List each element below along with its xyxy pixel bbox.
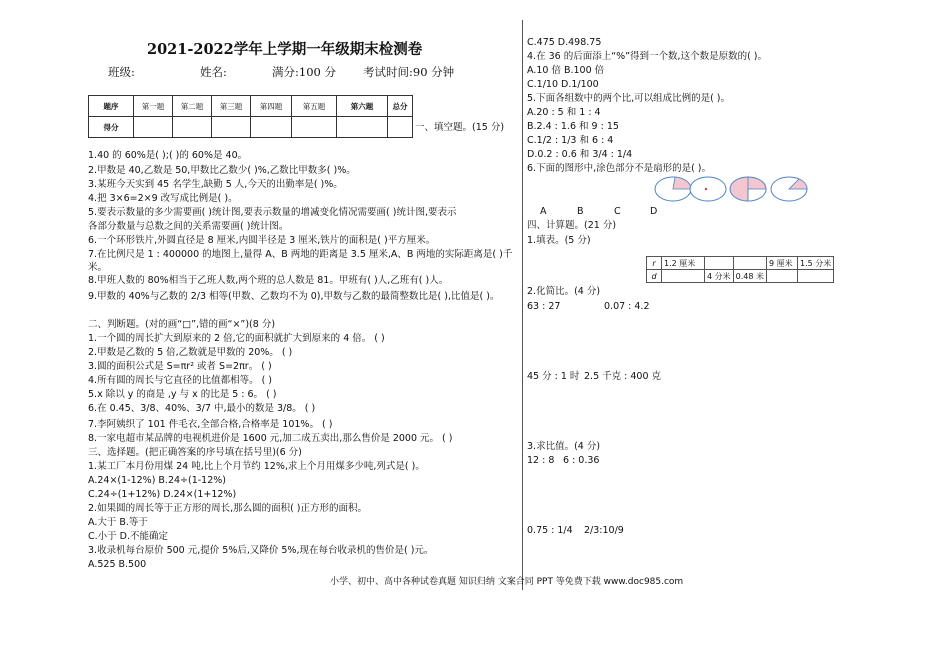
question-line: 7.李阿姨织了 101 件毛衣,全部合格,合格率是 101%。 ( ): [88, 419, 333, 430]
score-table-score-row: [89, 117, 413, 138]
table-cell: d: [647, 270, 662, 283]
question-line: 2.甲数是 40,乙数是 50,甲数比乙数少( )%,乙数比甲数多( )%。: [88, 165, 356, 176]
question-line: 2.如果圆的周长等于正方形的周长,那么圆的面积( )正方形的面积。: [88, 503, 368, 514]
question-line: 7.在比例尺是 1 : 400000 的地图上,量得 A、B 两地的距离是 3.5 厘米,A、B 两地的实际距离是( )千米。: [88, 249, 513, 273]
expression: 45 分 : 1 时: [527, 371, 580, 382]
question-line: A.大于 B.等于: [88, 517, 148, 528]
question-line: A.525 B.500: [88, 559, 147, 570]
score-blank[interactable]: [337, 117, 388, 138]
score-cell: 总分: [388, 96, 413, 117]
expression: 2/3:10/9: [584, 525, 624, 536]
score-blank[interactable]: [388, 117, 413, 138]
page-title: 2021-2022学年上学期一年级期末检测卷: [147, 41, 423, 58]
score-table-header-row: [89, 96, 413, 117]
question-line: 2.甲数是乙数的 5 倍,乙数就是甲数的 20%。 ( ): [88, 347, 293, 358]
expression: 6 : 0.36: [563, 455, 600, 466]
score-blank[interactable]: [134, 117, 173, 138]
question-line: 3.某班今天实到 45 名学生,缺勤 5 人,今天的出勤率是( )%。: [88, 179, 343, 190]
score-blank[interactable]: [173, 117, 212, 138]
score-cell: 第一题: [134, 96, 173, 117]
question: 1.填表。(5 分): [527, 235, 591, 246]
table-cell: 1.5 分米: [798, 257, 834, 270]
pie-icon: [688, 175, 728, 205]
pie-label: A: [540, 206, 547, 217]
question: 2.化简比。(4 分): [527, 286, 601, 297]
table-cell: 4 分米: [705, 270, 734, 283]
question-line: 9.甲数的 40%与乙数的 2/3 相等(甲数、乙数均不为 0),甲数与乙数的最简整数比是( ),比值是( )。: [88, 291, 500, 302]
question-line: 6.在 0.45、3/8、40%、3/7 中,最小的数是 3/8。 ( ): [88, 403, 316, 414]
question-line: 4.所有圆的周长与它直径的比值都相等。 ( ): [88, 375, 273, 386]
question-line: D.0.2 : 0.6 和 3/4 : 1/4: [527, 149, 633, 160]
expression: 0.07 : 4.2: [604, 301, 650, 312]
score-cell: 得分: [89, 117, 134, 138]
radius-diameter-table: [646, 256, 834, 283]
question-line: 4.把 3×6=2×9 改写成比例是( )。: [88, 193, 238, 204]
question-line: C.475 D.498.75: [527, 37, 602, 48]
expression: 2.5 千克 : 400 克: [584, 371, 662, 382]
footer-text: 小学、初中、高中各种试卷真题 知识归纳 文案合同 PPT 等免费下载 www.doc985.com: [330, 577, 684, 587]
table-cell: r: [647, 257, 662, 270]
table-cell[interactable]: [662, 270, 705, 283]
table-cell[interactable]: [798, 270, 834, 283]
question-line: 三、选择题。(把正确答案的序号填在括号里)(6 分): [88, 447, 302, 458]
score-label: 满分:100 分: [272, 65, 336, 79]
score-table: [88, 95, 413, 138]
table-cell[interactable]: [733, 257, 766, 270]
table-cell: 1.2 厘米: [662, 257, 705, 270]
section-heading: 一、填空题。(15 分): [415, 122, 505, 133]
question-line: 5.x 除以 y 的商是 ,y 与 x 的比是 5 : 6。 ( ): [88, 389, 277, 400]
question-line: C.24÷(1+12%) D.24×(1+12%): [88, 489, 237, 500]
score-cell: 题序: [89, 96, 134, 117]
pie-icon: [769, 175, 809, 205]
expression: 12 : 8: [527, 455, 555, 466]
question-line: 8.甲班人数的 80%相当于乙班人数,两个班的总人数是 81。甲班有( )人,乙班有( )人。: [88, 275, 449, 286]
question-line: 5.下面各组数中的两个比,可以组成比例的是( )。: [527, 93, 731, 104]
question-line: C.1/10 D.1/100: [527, 79, 599, 90]
table-cell[interactable]: [767, 270, 798, 283]
time-label: 考试时间:90 分钟: [363, 65, 455, 79]
question-line: C.小于 D.不能确定: [88, 531, 169, 542]
question-line: A.20 : 5 和 1 : 4: [527, 107, 601, 118]
score-blank[interactable]: [251, 117, 292, 138]
question-line: 3.收录机每台原价 500 元,提价 5%后,又降价 5%,现在每台收录机的售价是( )元。: [88, 545, 434, 556]
question-line: C.1/2 : 1/3 和 6 : 4: [527, 135, 614, 146]
question-line: 1.某工厂本月份用煤 24 吨,比上个月节约 12%,求上个月用煤多少吨,列式是( )。: [88, 461, 425, 472]
table-cell: 9 厘米: [767, 257, 798, 270]
question-line: 6.一个环形铁片,外圆直径是 8 厘米,内圆半径是 3 厘米,铁片的面积是( )平方厘米。: [88, 235, 436, 246]
column-divider: [522, 20, 523, 590]
pie-label: D: [650, 206, 658, 217]
table-row: [647, 257, 834, 270]
table-row: [647, 270, 834, 283]
score-cell: 第五题: [292, 96, 337, 117]
question-line: B.2.4 : 1.6 和 9 : 15: [527, 121, 619, 132]
score-cell: 第六题: [337, 96, 388, 117]
question-line: 5.要表示数量的多少需要画( )统计图,要表示数量的增减变化情况需要画( )统计图,要表示: [88, 207, 457, 218]
score-cell: 第二题: [173, 96, 212, 117]
question-line: 6.下面的图形中,涂色部分不是扇形的是( )。: [527, 163, 712, 174]
pie-label: C: [614, 206, 621, 217]
pie-icon: [728, 175, 768, 205]
pie-icon: [653, 175, 693, 205]
table-cell: 0.48 米: [733, 270, 766, 283]
question: 3.求比值。(4 分): [527, 441, 601, 452]
question-line: 1.40 的 60%是( );( )的 60%是 40。: [88, 150, 248, 161]
score-blank[interactable]: [212, 117, 251, 138]
question-line: 各部分数量与总数之间的关系需要画( )统计图。: [88, 221, 289, 232]
score-blank[interactable]: [292, 117, 337, 138]
question-line: 3.圆的面积公式是 S=πr² 或者 S=2πr。 ( ): [88, 361, 272, 372]
question-line: 4.在 36 的后面添上“%”得到一个数,这个数是原数的( )。: [527, 51, 768, 62]
expression: 63 : 27: [527, 301, 561, 312]
question-line: 二、判断题。(对的画“□”,错的画“×”)(8 分): [88, 319, 276, 330]
question-line: 8.一家电超市某品牌的电视机进价是 1600 元,加二成五卖出,那么售价是 2000 元。 ( ): [88, 433, 453, 444]
section-heading: 四、计算题。(21 分): [527, 220, 617, 231]
question-line: 1.一个圆的周长扩大到原来的 2 倍,它的面积就扩大到原来的 4 倍。 ( ): [88, 333, 385, 344]
name-label: 姓名:: [200, 65, 227, 79]
table-cell[interactable]: [705, 257, 734, 270]
question-line: A.24×(1-12%) B.24÷(1-12%): [88, 475, 227, 486]
class-label: 班级:: [108, 65, 135, 79]
expression: 0.75 : 1/4: [527, 525, 573, 536]
question-line: A.10 倍 B.100 倍: [527, 65, 605, 76]
score-cell: 第四题: [251, 96, 292, 117]
score-cell: 第三题: [212, 96, 251, 117]
pie-label: B: [577, 206, 584, 217]
